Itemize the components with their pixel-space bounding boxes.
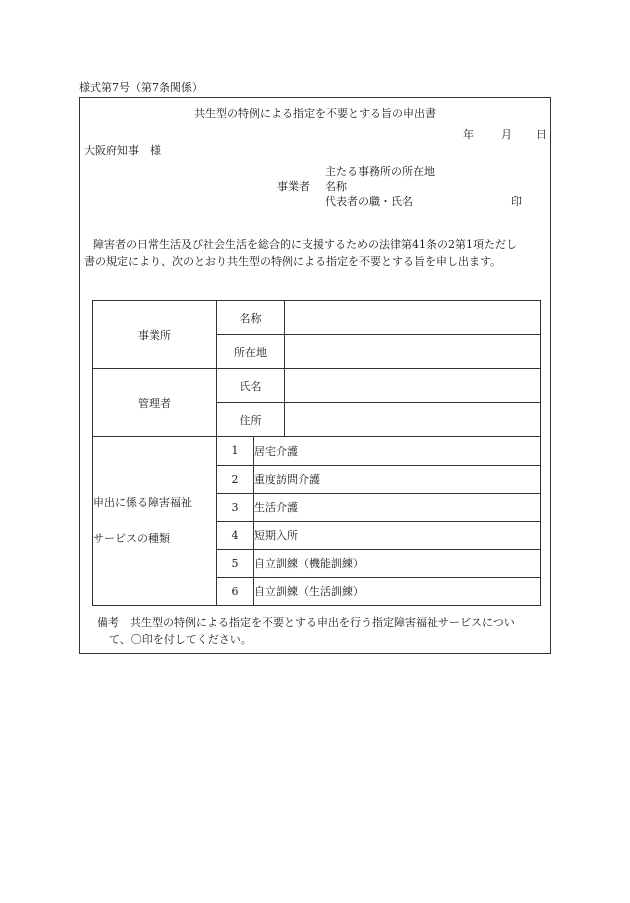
service-name-5: 自立訓練（機能訓練）: [254, 549, 541, 577]
service-num-2[interactable]: 2: [217, 465, 254, 493]
service-type-label-line1: 申出に係る障害福祉: [93, 496, 192, 510]
office-name-label: 名称: [217, 301, 285, 335]
service-num-1[interactable]: 1: [217, 437, 254, 465]
table-row: [93, 369, 541, 403]
body-text-line2: 書の規定により、次のとおり共生型の特例による指定を不要とする旨を申し出ます。: [84, 255, 502, 268]
form-id: 様式第7号（第7条関係）: [79, 81, 203, 94]
service-num-6[interactable]: 6: [217, 577, 254, 605]
service-type-label-line2: サービスの種類: [93, 532, 170, 546]
manager-address-label: 住所: [217, 403, 285, 437]
manager-name-field[interactable]: [285, 369, 541, 403]
office-address-cell-label: 所在地: [217, 335, 285, 369]
service-table: [92, 300, 541, 606]
office-name-field[interactable]: [285, 301, 541, 335]
remarks-line1: 備考 共生型の特例による指定を不要とする申出を行う指定障害福祉サービスについ: [97, 616, 515, 629]
representative-label: 代表者の職・氏名: [325, 195, 413, 208]
office-address-label: 主たる事務所の所在地: [325, 165, 435, 178]
manager-label: 管理者: [93, 369, 217, 437]
service-type-label: [93, 437, 217, 606]
body-text-line1: 障害者の日常生活及び社会生活を総合的に支援するための法律第41条の2第1項ただし: [93, 238, 517, 251]
form-title: 共生型の特例による指定を不要とする旨の申出書: [194, 107, 436, 120]
office-label: 事業所: [93, 301, 217, 369]
service-name-4: 短期入所: [254, 521, 541, 549]
date-year-label: 年: [463, 128, 474, 141]
service-num-4[interactable]: 4: [217, 521, 254, 549]
service-num-5[interactable]: 5: [217, 549, 254, 577]
manager-address-field[interactable]: [285, 403, 541, 437]
service-name-6: 自立訓練（生活訓練）: [254, 577, 541, 605]
applicant-label: 事業者: [277, 180, 310, 193]
service-name-3: 生活介護: [254, 493, 541, 521]
addressee: 大阪府知事 様: [84, 144, 161, 157]
manager-name-label: 氏名: [217, 369, 285, 403]
service-name-2: 重度訪問介護: [254, 465, 541, 493]
service-num-3[interactable]: 3: [217, 493, 254, 521]
seal-mark: 印: [511, 195, 522, 208]
service-name-1: 居宅介護: [254, 437, 541, 465]
office-address-field[interactable]: [285, 335, 541, 369]
table-row: [93, 437, 541, 465]
remarks-line2: て、〇印を付してください。: [109, 633, 252, 646]
date-month-label: 月: [501, 128, 512, 141]
date-day-label: 日: [536, 128, 547, 141]
table-row: [93, 301, 541, 335]
applicant-name-label: 名称: [325, 180, 347, 193]
